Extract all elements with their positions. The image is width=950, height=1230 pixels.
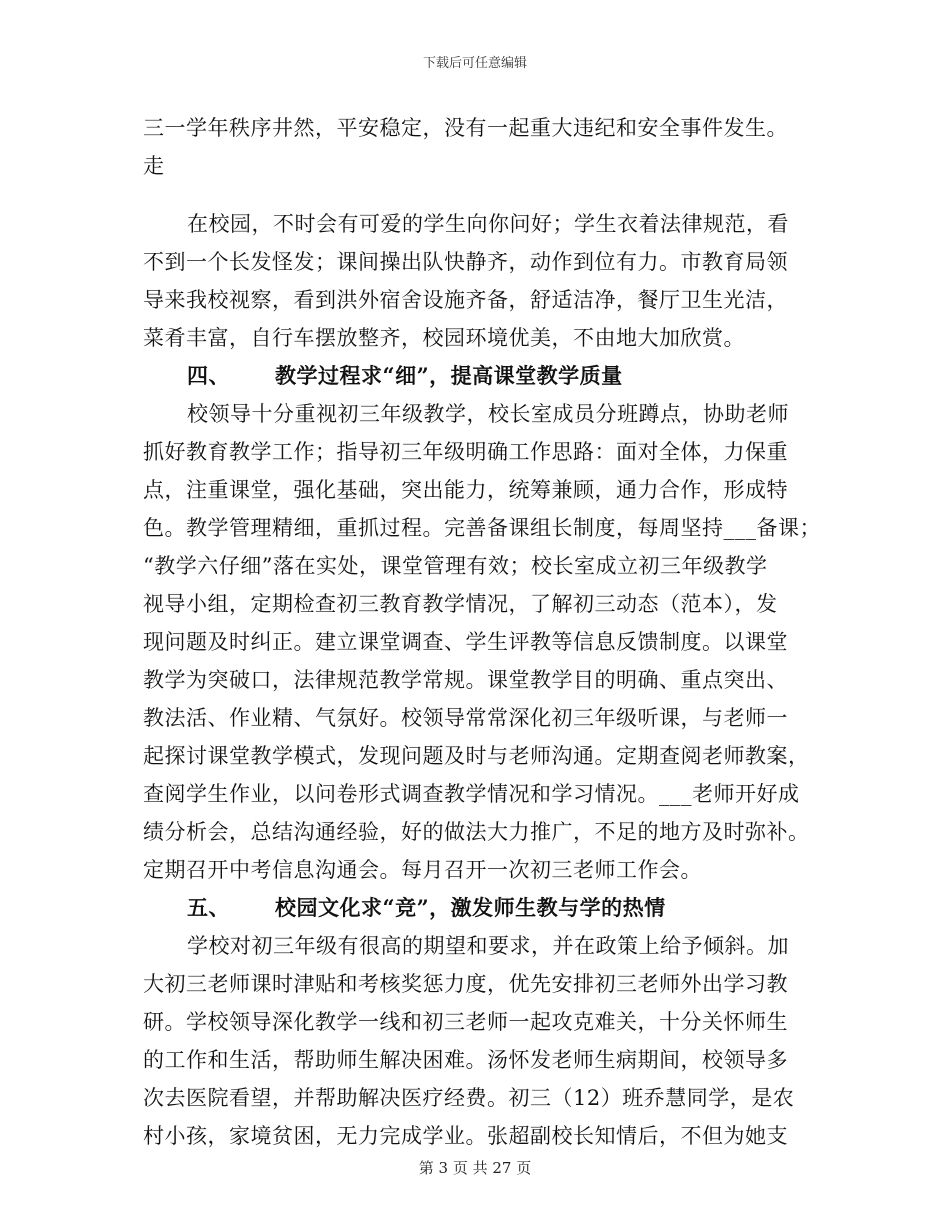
text-line: 绩分析会，总结沟通经验，好的做法大力推广，不足的地方及时弥补。 (143, 820, 810, 844)
text-line: 走 (143, 154, 165, 178)
section-number: 五、 (187, 895, 230, 920)
text-line: 查阅学生作业，以问卷形式调查教学情况和学习情况。___老师开好成 (143, 782, 800, 806)
text-line: “教学六仔细”落在实处，课堂管理有效；校长室成立初三年级教学 (143, 554, 768, 578)
paragraph-first-line: 学校对初三年级有很高的期望和要求，并在政策上给予倾斜。加 (187, 934, 789, 958)
text-line: 抓好教育教学工作；指导初三年级明确工作思路：面对全体，力保重 (143, 440, 788, 464)
text-line: 点，注重课堂，强化基础，突出能力，统筹兼顾，通力合作，形成特 (143, 478, 788, 502)
section-number: 四、 (187, 363, 230, 388)
page-footer: 第 3 页 共 27 页 (418, 1159, 532, 1177)
text-line: 菜肴丰富，自行车摆放整齐，校园环境优美，不由地大加欣赏。 (143, 326, 745, 350)
section-title: 教学过程求“细”，提高课堂教学质量 (275, 363, 623, 388)
text-line: 导来我校视察，看到洪外宿舍设施齐备，舒适洁净，餐厅卫生光洁， (143, 288, 788, 312)
text-line: 教学为突破口，法律规范教学常规。课堂教学目的明确、重点突出、 (143, 668, 788, 692)
text-line: 村小孩，家境贫困，无力完成学业。张超副校长知情后，不但为她支 (143, 1124, 788, 1148)
text-line: 色。教学管理精细，重抓过程。完善备课组长制度，每周坚持___备课； (143, 516, 821, 540)
text-line: 教法活、作业精、气氛好。校领导常常深化初三年级听课，与老师一 (143, 706, 788, 730)
text-line: 现问题及时纠正。建立课堂调查、学生评教等信息反馈制度。以课堂 (143, 630, 788, 654)
text-line: 视导小组，定期检查初三教育教学情况，了解初三动态（范本），发 (143, 592, 778, 616)
document-body (143, 109, 821, 1155)
text-line: 定期召开中考信息沟通会。每月召开一次初三老师工作会。 (143, 858, 702, 882)
text-line: 大初三老师课时津贴和考核奖惩力度，优先安排初三老师外出学习教 (143, 972, 788, 996)
page-header: 下载后可任意编辑 (422, 56, 527, 71)
section-title: 校园文化求“竞”，激发师生教与学的热情 (275, 895, 666, 920)
paragraph-first-line: 在校园，不时会有可爱的学生向你问好；学生衣着法律规范，看 (187, 212, 789, 236)
text-line: 三一学年秩序井然，平安稳定，没有一起重大违纪和安全事件发生。 (143, 116, 788, 140)
paragraph-first-line: 校领导十分重视初三年级教学，校长室成员分班蹲点，协助老师 (187, 402, 789, 426)
section-heading-5 (143, 889, 815, 927)
text-line: 的工作和生活，帮助师生解决困难。汤怀发老师生病期间，校领导多 (143, 1048, 788, 1072)
text-line: 研。学校领导深化教学一线和初三老师一起攻克难关，十分关怀师生 (143, 1010, 788, 1034)
text-line: 次去医院看望，并帮助解决医疗经费。初三（12）班乔慧同学，是农 (143, 1086, 795, 1110)
text-line: 不到一个长发怪发；课间操出队快静齐，动作到位有力。市教育局领 (143, 250, 788, 274)
text-line: 起探讨课堂教学模式，发现问题及时与老师沟通。定期查阅老师教案， (143, 744, 810, 768)
section-heading-4 (143, 357, 815, 395)
